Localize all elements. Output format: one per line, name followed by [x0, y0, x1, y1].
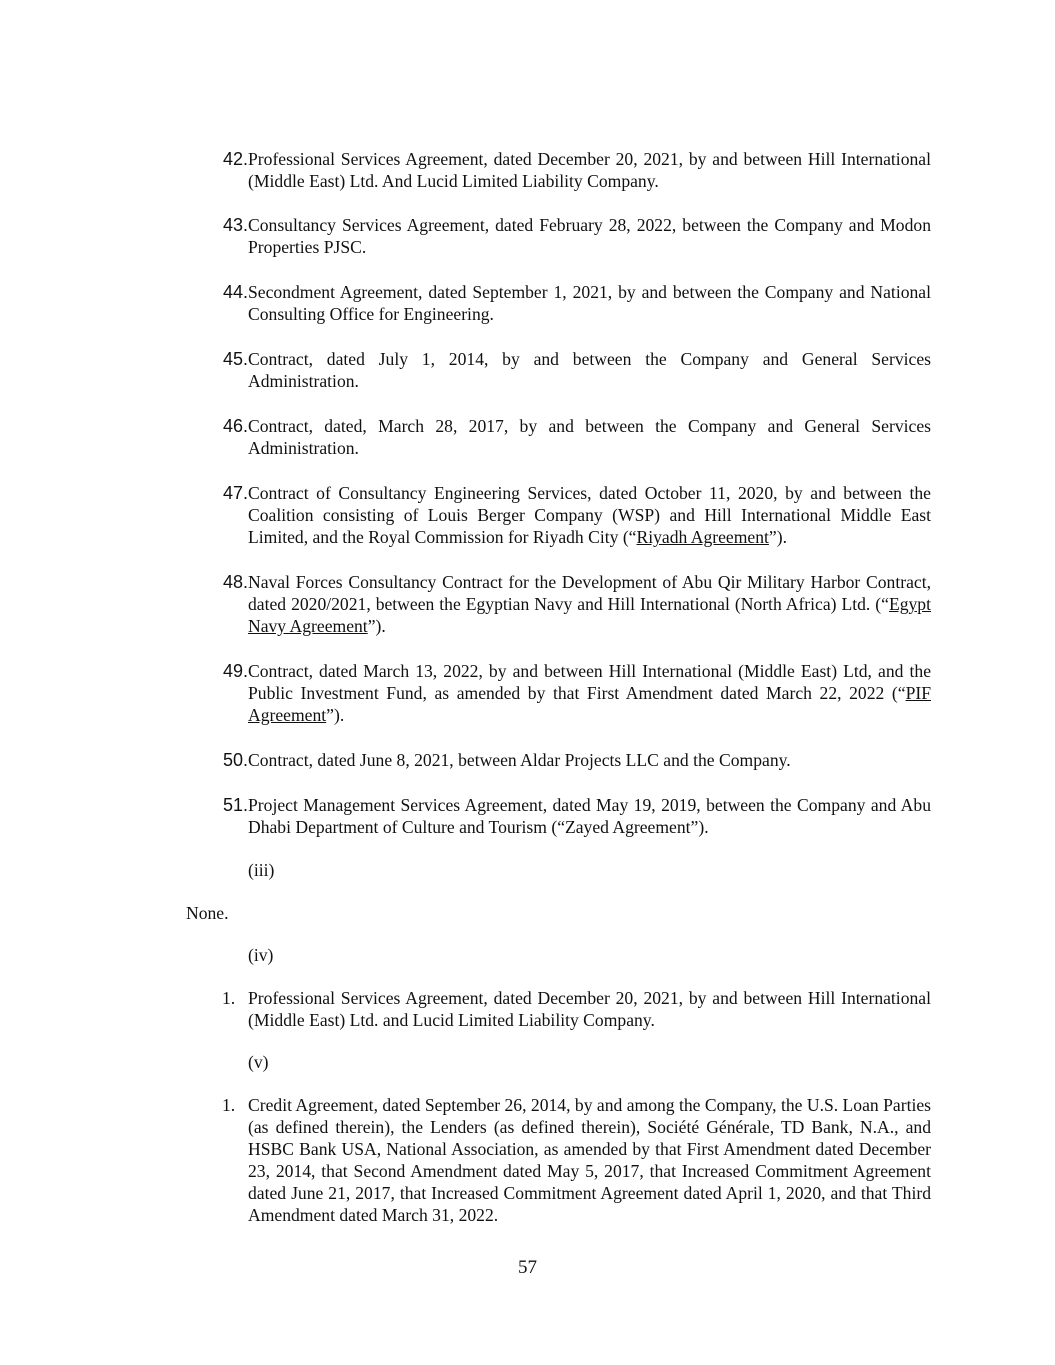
section-label-iii: (iii)	[248, 860, 275, 880]
item-text-after: ”).	[367, 616, 386, 636]
item-text: Consultancy Services Agreement, dated February 28, 2022, between the Company and Modon Properties PJSC.	[248, 215, 931, 257]
item-number: 43.	[222, 215, 248, 235]
item-number: 49.	[222, 661, 248, 681]
item-text: Contract, dated, March 28, 2017, by and between the Company and General Services Administration.	[248, 416, 931, 458]
list-item-50	[214, 749, 931, 771]
item-number: 1.	[222, 1095, 236, 1115]
item-number: 45.	[222, 349, 248, 369]
item-text: Project Management Services Agreement, dated May 19, 2019, between the Company and Abu Dhabi Department of Culture and Tourism (“Zayed Agreement”).	[248, 795, 931, 837]
section-label-iv: (iv)	[248, 945, 274, 965]
item-text-after: ”).	[768, 527, 787, 547]
defined-term: PIF Agreement	[248, 683, 931, 725]
item-number: 46.	[222, 416, 248, 436]
page-number: 57	[518, 1257, 537, 1278]
item-number: 42.	[222, 149, 248, 169]
list-item-47	[214, 482, 931, 548]
item-text: Credit Agreement, dated September 26, 2014, by and among the Company, the U.S. Loan Parties (as defined therein), the Lenders (as defined therein), Société Générale, TD Bank, N.A., and HSBC Bank USA, National Association, as amended by that First Amendment dated December 23, 2014, that Second Amendment dated May 5, 2017, that Increased Commitment Agreement dated June 21, 2017, that Increased Commitment Agreement dated April 1, 2020, and that Third Amendment dated March 31, 2022.	[248, 1095, 931, 1225]
section-label-v: (v)	[248, 1052, 269, 1072]
item-number: 44.	[222, 282, 248, 302]
item-number: 48.	[222, 572, 248, 592]
section-iv-item	[214, 987, 931, 1031]
list-item-45	[214, 348, 931, 392]
item-number: 1.	[222, 988, 236, 1008]
list-item-46	[214, 415, 931, 459]
item-text: Professional Services Agreement, dated December 20, 2021, by and between Hill International (Middle East) Ltd. And Lucid Limited Liability Company.	[248, 149, 931, 191]
item-text: Contract, dated July 1, 2014, by and between the Company and General Services Administration.	[248, 349, 931, 391]
item-text-before: Contract, dated March 13, 2022, by and between Hill International (Middle East) Ltd, and the Public Investment Fund, as amended by that First Amendment dated March 22, 2022 (“	[248, 661, 931, 703]
defined-term: Egypt Navy Agreement	[248, 594, 931, 636]
section-iii-body: None.	[186, 903, 229, 923]
defined-term: Riyadh Agreement	[636, 527, 769, 547]
list-item-44	[214, 281, 931, 325]
list-item-49	[214, 660, 931, 726]
list-item-48	[214, 571, 931, 637]
item-text: Secondment Agreement, dated September 1, 2021, by and between the Company and National Consulting Office for Engineering.	[248, 282, 931, 324]
item-text: Contract, dated June 8, 2021, between Aldar Projects LLC and the Company.	[248, 750, 791, 770]
section-v-item	[214, 1094, 931, 1226]
list-item-51	[214, 794, 931, 838]
list-item-42	[214, 148, 931, 192]
item-number: 50.	[222, 750, 248, 770]
item-text-after: ”).	[326, 705, 345, 725]
item-number: 47.	[222, 483, 248, 503]
item-text: Professional Services Agreement, dated December 20, 2021, by and between Hill International (Middle East) Ltd. and Lucid Limited Liability Company.	[248, 988, 931, 1030]
item-text-before: Contract of Consultancy Engineering Services, dated October 11, 2020, by and between the Coalition consisting of Louis Berger Company (WSP) and Hill International Middle East Limited, and the Royal Commission for Riyadh City (“	[248, 483, 931, 547]
item-text-before: Naval Forces Consultancy Contract for the Development of Abu Qir Military Harbor Contract, dated 2020/2021, between the Egyptian Navy and Hill International (North Africa) Ltd. (“	[248, 572, 931, 614]
list-item-43	[214, 214, 931, 258]
item-text	[248, 571, 931, 637]
item-text	[248, 482, 931, 548]
item-text	[248, 660, 931, 726]
item-number: 51.	[222, 795, 248, 815]
